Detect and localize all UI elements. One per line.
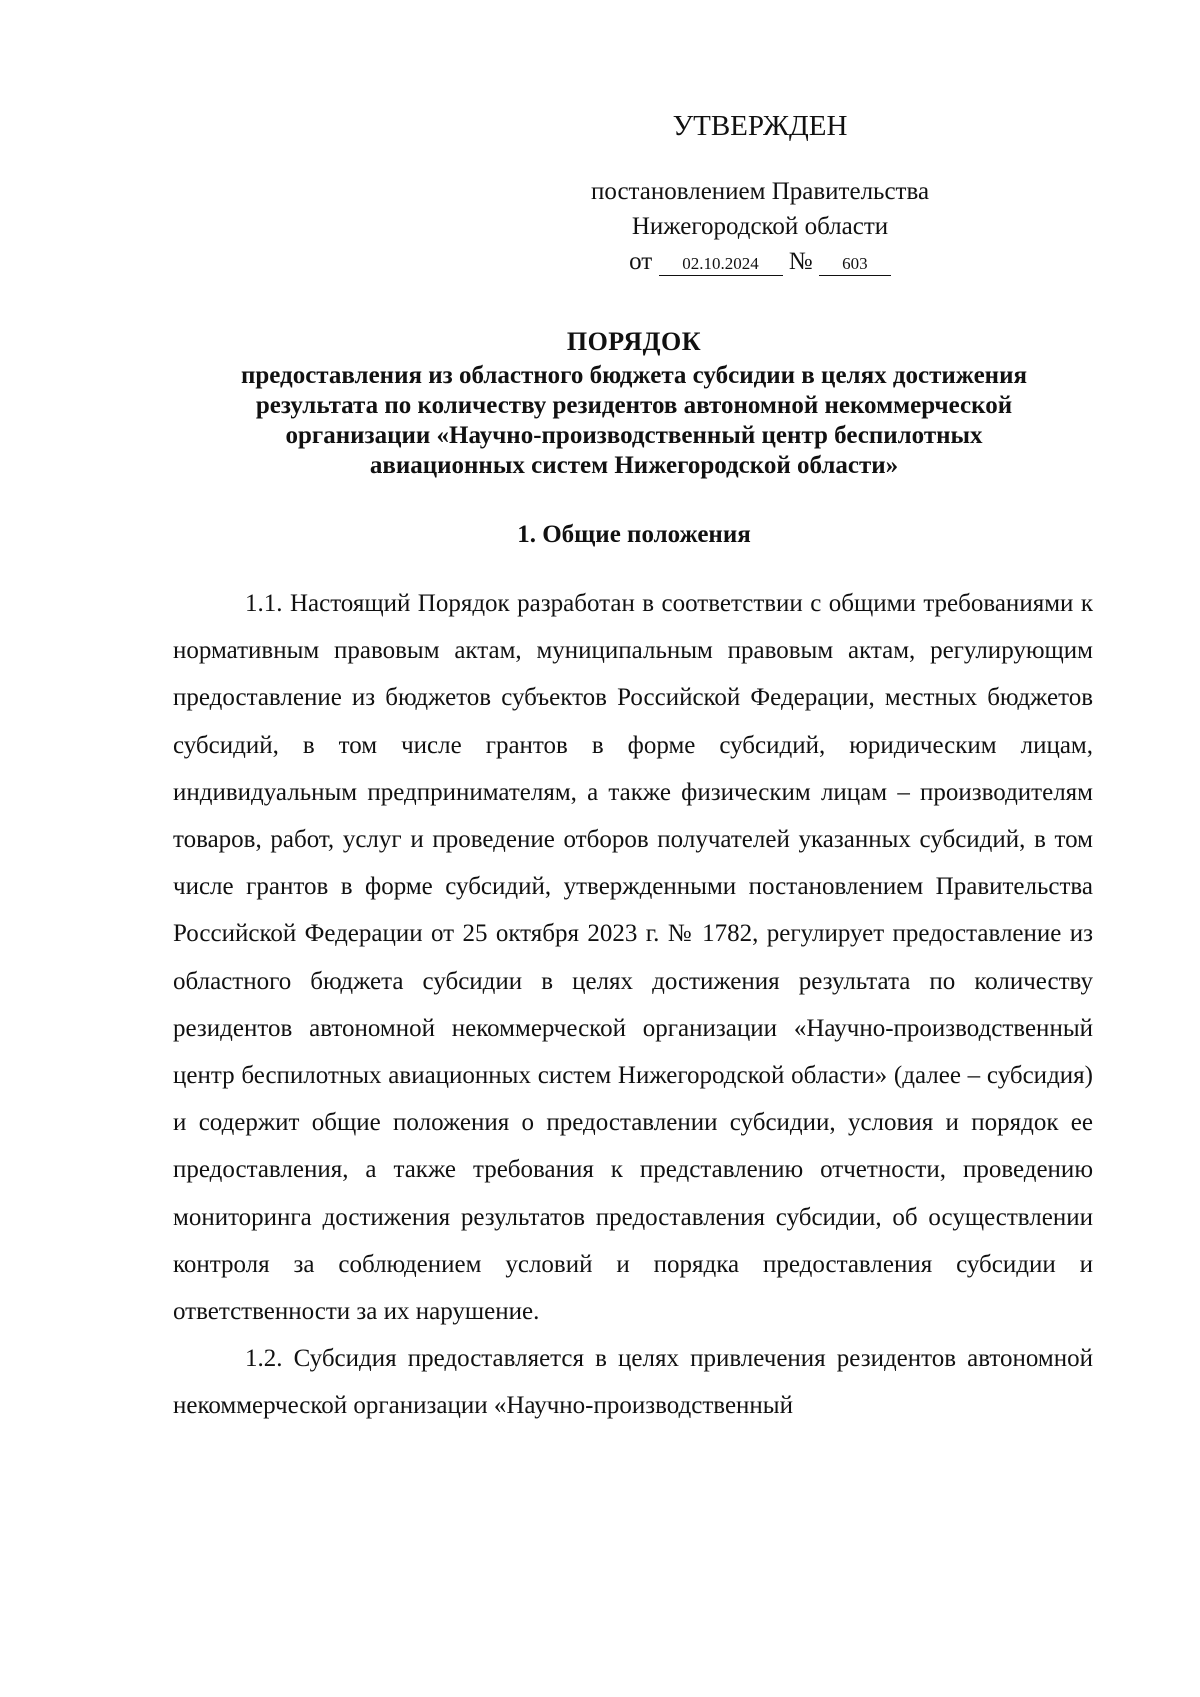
approval-reference <box>560 244 960 279</box>
approval-number: 603 <box>819 253 891 276</box>
approval-stamp: УТВЕРЖДЕН <box>672 110 848 142</box>
section-heading: 1. Общие положения <box>517 521 751 548</box>
number-label: № <box>788 248 813 275</box>
paragraph-1-2: 1.2. Субсидия предоставляется в целях привлечения резидентов автономной некоммерческой организации «Научно-производственный <box>173 1345 1093 1420</box>
paragraph-1-1: 1.1. Настоящий Порядок разработан в соответствии с общими требованиями к нормативным правовым актам, муниципальным правовым актам, регулирующим предоставление из бюджетов субъектов Российской Федерации, местных бюджетов субсидий, в том числе грантов в форме субсидий, юридическим лицам, индивидуальным предпринимателям, а также физическим лицам – производителям товаров, работ, услуг и проведение отборов получателей указанных субсидий, в том числе грантов в форме субсидий, утвержденными постановлением Правительства Российской Федерации от 25 октября 2023 г. № 1782, регулирует предоставление из областного бюджета субсидии в целях достижения результата по количеству резидентов автономной некоммерческой организации «Научно-производственный центр беспилотных авиационных систем Нижегородской области» (далее – субсидия) и содержит общие положения о предоставлении субсидии, условия и порядок ее предоставления, а также требования к представлению отчетности, проведению мониторинга достижения результатов предоставления субсидии, об осуществлении контроля за соблюдением условий и порядка предоставления субсидии и ответственности за их нарушение. <box>173 590 1093 1326</box>
approval-date: 02.10.2024 <box>659 253 783 276</box>
document-body <box>173 580 1093 1430</box>
approval-line-2: Нижегородской области <box>631 213 889 240</box>
document-title <box>160 327 1108 481</box>
title-line: авиационных систем Нижегородской области» <box>369 452 899 479</box>
approval-block <box>560 108 960 279</box>
approval-line-1: постановлением Правительства <box>590 178 930 205</box>
title-line: предоставления из областного бюджета субсидии в целях достижения <box>240 362 1028 389</box>
title-line: организации «Научно-производственный центр беспилотных <box>285 422 983 449</box>
title-main: ПОРЯДОК <box>566 327 702 356</box>
from-label: от <box>629 248 653 275</box>
title-line: результата по количеству резидентов автономной некоммерческой <box>255 392 1013 419</box>
